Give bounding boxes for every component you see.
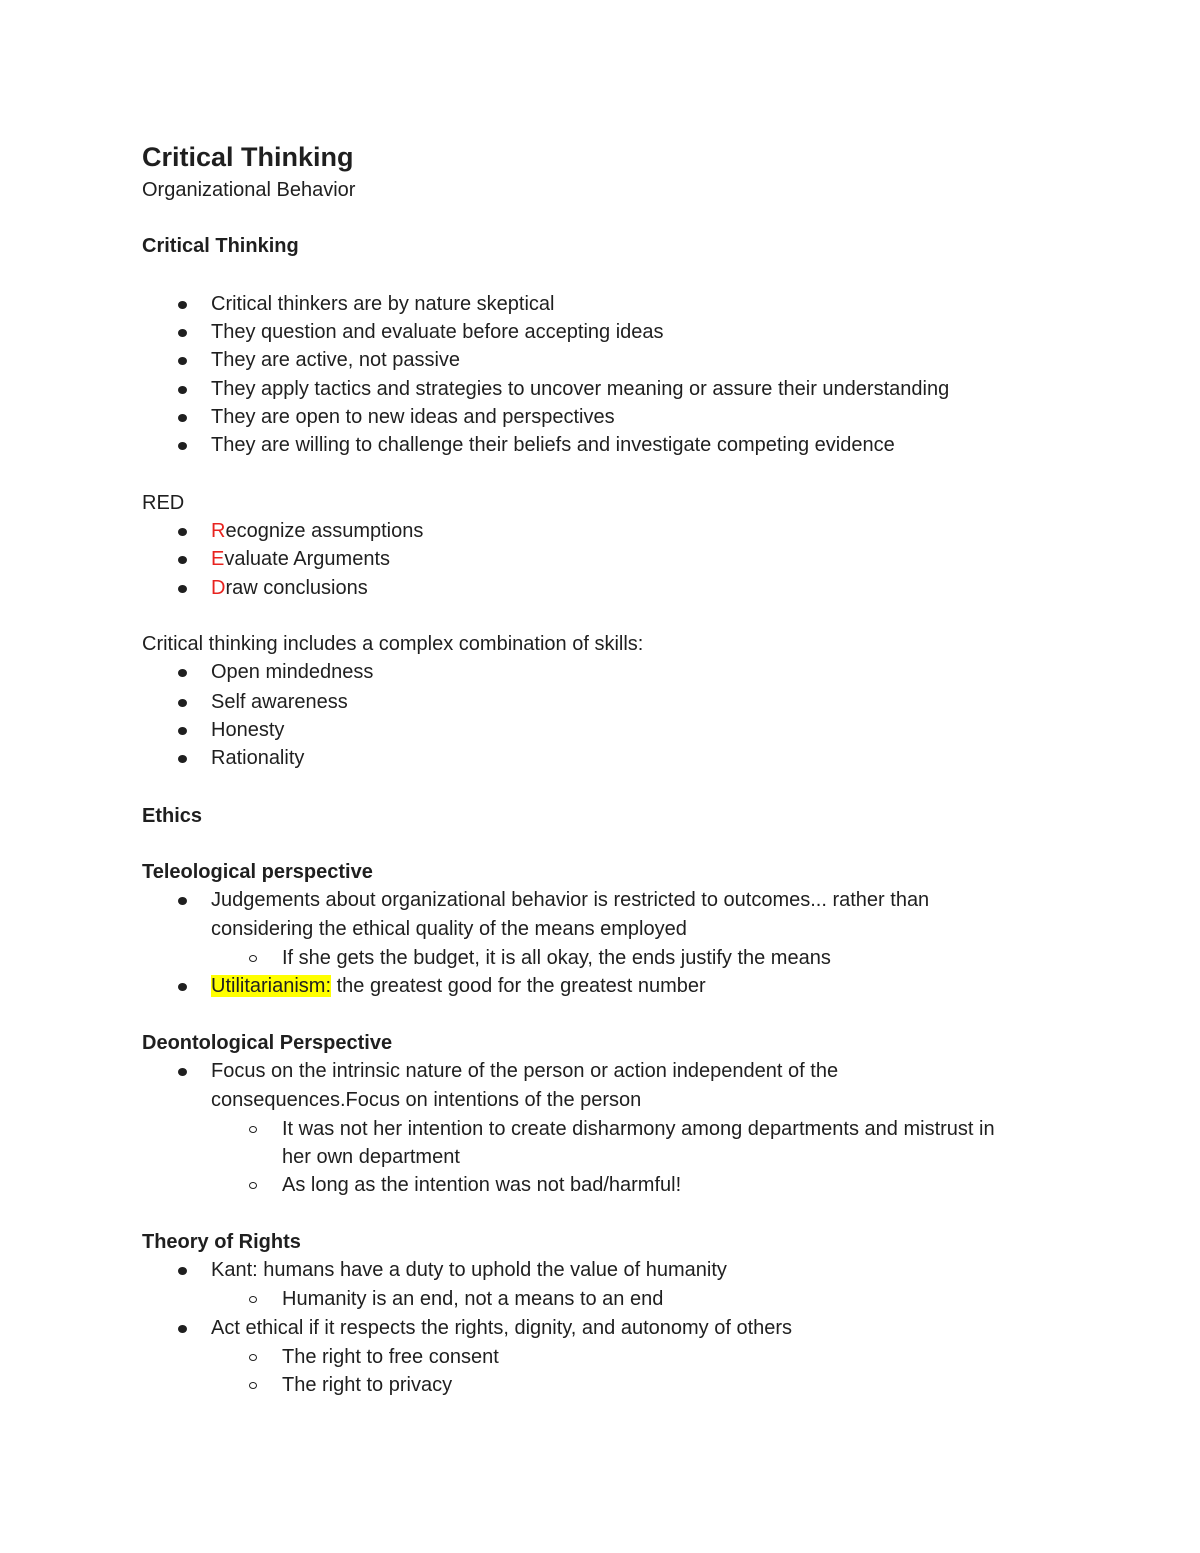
list-item: Kant: humans have a duty to uphold the value of humanity: [211, 1259, 727, 1281]
document-subtitle: Organizational Behavior: [142, 179, 356, 201]
sub-list-item: It was not her intention to create disharmony among departments and mistrust in: [282, 1118, 995, 1140]
list-item: Focus on the intrinsic nature of the person or action independent of the: [211, 1060, 839, 1082]
bullet-icon: [178, 1267, 187, 1275]
utilitarianism-item: [211, 972, 706, 1000]
red-item-draw: [211, 574, 368, 602]
bullet-icon: [178, 897, 187, 905]
sub-list-item: As long as the intention was not bad/harmful!: [282, 1174, 682, 1196]
red-letter: E: [211, 548, 225, 570]
section-heading-rights: Theory of Rights: [142, 1231, 301, 1253]
red-letter: D: [211, 577, 226, 599]
red-item-text: ecognize assumptions: [225, 520, 424, 542]
bullet-icon: [178, 585, 187, 593]
bullet-icon: [178, 414, 187, 422]
red-letter: R: [211, 520, 226, 542]
list-item: Honesty: [211, 719, 285, 741]
bullet-icon: [178, 301, 187, 309]
list-item: Critical thinkers are by nature skeptical: [211, 293, 555, 315]
list-item: Act ethical if it respects the rights, dignity, and autonomy of others: [211, 1317, 793, 1339]
list-item: Rationality: [211, 747, 305, 769]
list-item: They are willing to challenge their beliefs and investigate competing evidence: [211, 434, 895, 456]
document-title: Critical Thinking: [142, 142, 354, 172]
red-item-text: valuate Arguments: [224, 548, 390, 570]
skills-intro: Critical thinking includes a complex combination of skills:: [142, 633, 644, 655]
highlighted-term: Utilitarianism:: [211, 975, 332, 997]
bullet-icon: [178, 442, 187, 450]
bullet-icon: [178, 727, 187, 735]
red-item-text: raw conclusions: [225, 577, 368, 599]
list-item: They are active, not passive: [211, 349, 461, 371]
section-heading-teleological: Teleological perspective: [142, 861, 373, 883]
bullet-icon: [178, 669, 187, 677]
list-item: Open mindedness: [211, 661, 374, 683]
red-heading: RED: [142, 492, 185, 514]
bullet-icon: [178, 1325, 187, 1333]
section-heading-critical-thinking: Critical Thinking: [142, 235, 299, 257]
bullet-icon: [178, 556, 187, 564]
sub-list-item: The right to free consent: [282, 1346, 499, 1368]
bullet-icon: [178, 329, 187, 337]
section-heading-deontological: Deontological Perspective: [142, 1032, 393, 1054]
list-item: They are open to new ideas and perspectives: [211, 406, 615, 428]
bullet-icon: [178, 386, 187, 394]
bullet-icon: [178, 1068, 187, 1076]
list-item: Judgements about organizational behavior is restricted to outcomes... rather than: [211, 889, 930, 911]
utilitarianism-definition: the greatest good for the greatest number: [331, 975, 706, 997]
sub-list-item: Humanity is an end, not a means to an end: [282, 1288, 664, 1310]
sub-bullet-icon: [249, 1354, 257, 1361]
sub-bullet-icon: [249, 955, 257, 962]
list-item: Self awareness: [211, 691, 348, 713]
red-item-evaluate: [211, 545, 390, 573]
sub-list-item-continued: her own department: [282, 1146, 460, 1168]
sub-bullet-icon: [249, 1382, 257, 1389]
list-item-continued: consequences.Focus on intentions of the person: [211, 1089, 642, 1111]
bullet-icon: [178, 528, 187, 536]
red-item-recognize: [211, 517, 423, 545]
sub-bullet-icon: [249, 1126, 257, 1133]
bullet-icon: [178, 983, 187, 991]
list-item-continued: considering the ethical quality of the means employed: [211, 918, 687, 940]
bullet-icon: [178, 699, 187, 707]
sub-list-item: If she gets the budget, it is all okay, the ends justify the means: [282, 947, 831, 969]
sub-list-item: The right to privacy: [282, 1374, 453, 1396]
sub-bullet-icon: [249, 1182, 257, 1189]
bullet-icon: [178, 357, 187, 365]
list-item: They question and evaluate before accepting ideas: [211, 321, 664, 343]
sub-bullet-icon: [249, 1296, 257, 1303]
section-heading-ethics: Ethics: [142, 805, 203, 827]
bullet-icon: [178, 755, 187, 763]
list-item: They apply tactics and strategies to uncover meaning or assure their understanding: [211, 378, 950, 400]
